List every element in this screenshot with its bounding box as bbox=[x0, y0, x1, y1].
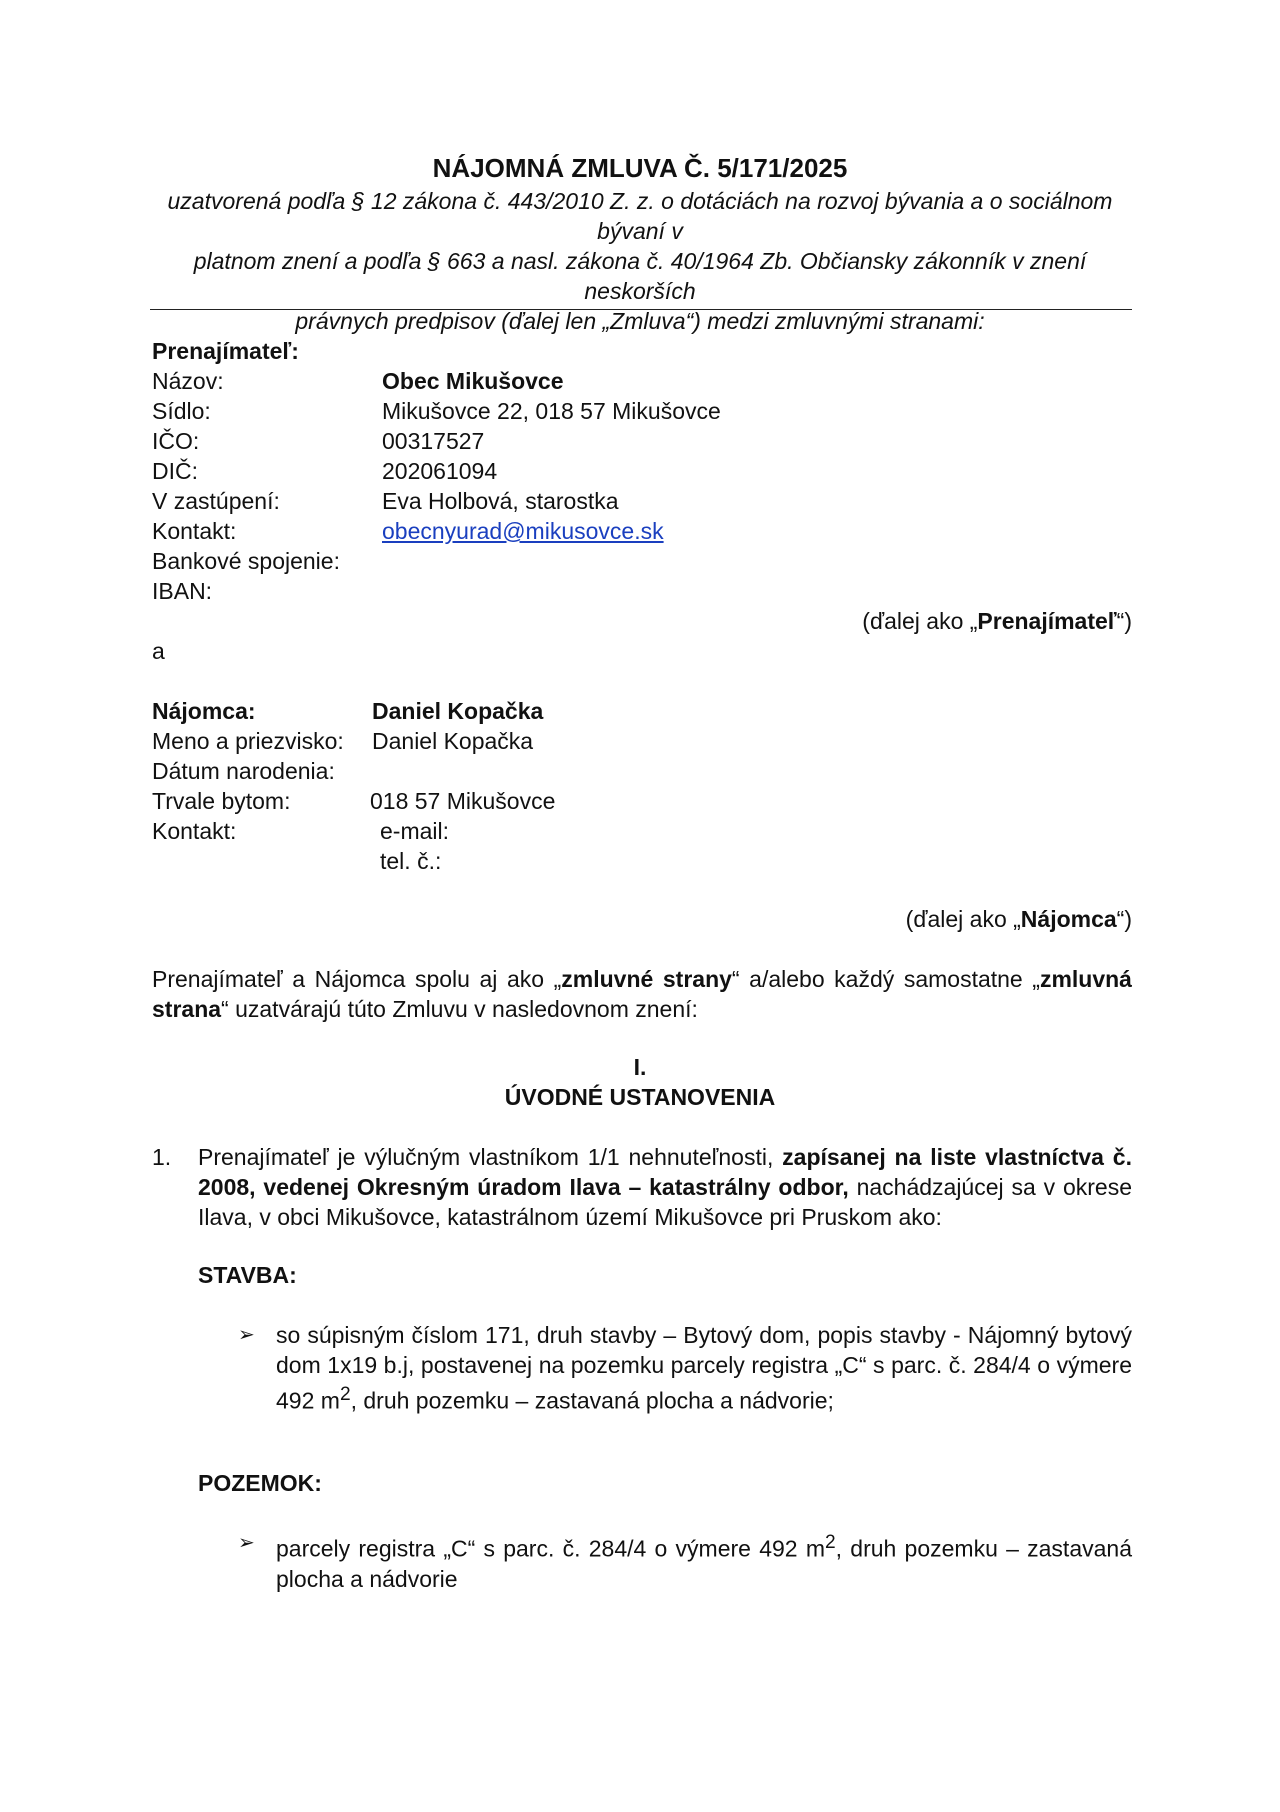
building-description bbox=[276, 1320, 1132, 1416]
landlord-label: V zastúpení: bbox=[152, 488, 280, 514]
header-divider bbox=[150, 309, 1132, 310]
landlord-label: Názov: bbox=[152, 368, 224, 394]
parties-text: “ a/alebo každý samostatne „ bbox=[731, 966, 1040, 992]
tenant-label: Meno a priezvisko: bbox=[152, 728, 344, 754]
superscript: 2 bbox=[339, 1384, 351, 1405]
landlord-ico: 00317527 bbox=[382, 428, 485, 454]
landlord-label: Kontakt: bbox=[152, 518, 237, 544]
landlord-representative: Eva Holbová, starostka bbox=[382, 488, 619, 514]
parties-paragraph bbox=[152, 964, 1132, 1024]
landlord-email-link[interactable]: obecnyurad@mikusovce.sk bbox=[382, 518, 664, 544]
landlord-name: Obec Mikušovce bbox=[382, 368, 564, 394]
tenant-label: Dátum narodenia: bbox=[152, 758, 335, 784]
tenant-hereinafter bbox=[906, 904, 1132, 934]
tenant-address: 018 57 Mikušovce bbox=[370, 788, 556, 814]
superscript: 2 bbox=[824, 1532, 836, 1553]
clause-text bbox=[198, 1142, 1132, 1232]
hereinafter-prefix: (ďalej ako „ bbox=[905, 906, 1021, 932]
landlord-label: Sídlo: bbox=[152, 398, 211, 424]
clause-text-bold: zapísanej na liste vlastníctva č. 2008, vedenej Okresným úradom Ilava – katastrálny odbor, bbox=[198, 1144, 1132, 1200]
tenant-label: Kontakt: bbox=[152, 818, 237, 844]
tenant-label: Trvale bytom: bbox=[152, 788, 291, 814]
subtitle-line: právnych predpisov (ďalej len „Zmluva“) medzi zmluvnými stranami: bbox=[295, 308, 985, 334]
hereinafter-term: Nájomca bbox=[1020, 906, 1117, 932]
section-number: I. bbox=[633, 1054, 647, 1080]
land-text: , druh pozemku – zastavaná plocha a nádvorie bbox=[276, 1535, 1132, 1592]
parties-term: zmluvné strany bbox=[561, 966, 732, 992]
building-text: , druh pozemku – zastavaná plocha a nádvorie; bbox=[350, 1387, 834, 1414]
subtitle-line: uzatvorená podľa § 12 zákona č. 443/2010 Z. z. o dotáciách na rozvoj bývania a o sociálnom bývaní v bbox=[167, 188, 1113, 244]
parties-text: Prenajímateľ a Nájomca spolu aj ako „ bbox=[152, 966, 562, 992]
hereinafter-suffix: “) bbox=[1116, 906, 1132, 932]
hereinafter-suffix: “) bbox=[1116, 608, 1132, 634]
landlord-label: Bankové spojenie: bbox=[152, 548, 340, 574]
landlord-heading: Prenajímateľ: bbox=[152, 338, 299, 364]
document-title: NÁJOMNÁ ZMLUVA Č. 5/171/2025 bbox=[432, 153, 848, 183]
landlord-label: DIČ: bbox=[152, 458, 198, 484]
clause-text-part: nachádzajúcej sa v okrese Ilava, v obci Mikušovce, katastrálnom území Mikušovce pri Pruskom ako: bbox=[198, 1174, 1133, 1230]
tenant-email: e-mail: bbox=[380, 818, 450, 844]
document-subtitle bbox=[150, 186, 1130, 336]
section-title: ÚVODNÉ USTANOVENIA bbox=[504, 1084, 776, 1110]
hereinafter-term: Prenajímateľ bbox=[977, 608, 1117, 634]
conjunction: a bbox=[152, 638, 165, 664]
landlord-label: IČO: bbox=[152, 428, 200, 454]
clause-number: 1. bbox=[152, 1144, 172, 1170]
landlord-address: Mikušovce 22, 018 57 Mikušovce bbox=[382, 398, 721, 424]
landlord-dic: 202061094 bbox=[382, 458, 498, 484]
arrowhead-bullet-icon: ➢ bbox=[238, 1324, 255, 1346]
parties-text: “ uzatvárajú túto Zmluvu v nasledovnom znení: bbox=[221, 996, 698, 1022]
parties-term: zmluvná strana bbox=[152, 966, 1132, 1022]
arrowhead-bullet-icon: ➢ bbox=[238, 1532, 255, 1554]
tenant-heading-name: Daniel Kopačka bbox=[372, 698, 544, 724]
building-heading: STAVBA: bbox=[198, 1262, 297, 1288]
clause-text-part: Prenajímateľ je výlučným vlastníkom 1/1 nehnuteľnosti, bbox=[198, 1144, 783, 1170]
land-description bbox=[276, 1528, 1132, 1594]
landlord-label: IBAN: bbox=[152, 578, 213, 604]
landlord-hereinafter bbox=[862, 606, 1132, 636]
land-text: parcely registra „C“ s parc. č. 284/4 o výmere 492 m bbox=[276, 1535, 825, 1562]
tenant-phone: tel. č.: bbox=[380, 848, 442, 874]
subtitle-line: platnom znení a podľa § 663 a nasl. zákona č. 40/1964 Zb. Občiansky zákonník v znení neskorších bbox=[193, 248, 1087, 304]
tenant-heading: Nájomca: bbox=[152, 698, 256, 724]
hereinafter-prefix: (ďalej ako „ bbox=[862, 608, 978, 634]
land-heading: POZEMOK: bbox=[198, 1470, 322, 1496]
building-text: so súpisným číslom 171, druh stavby – Bytový dom, popis stavby - Nájomný bytový dom 1x19 b.j, postavenej na pozemku parcely registra „C“ s parc. č. 284/4 o výmere 492 m bbox=[276, 1322, 1132, 1414]
tenant-name: Daniel Kopačka bbox=[372, 728, 534, 754]
